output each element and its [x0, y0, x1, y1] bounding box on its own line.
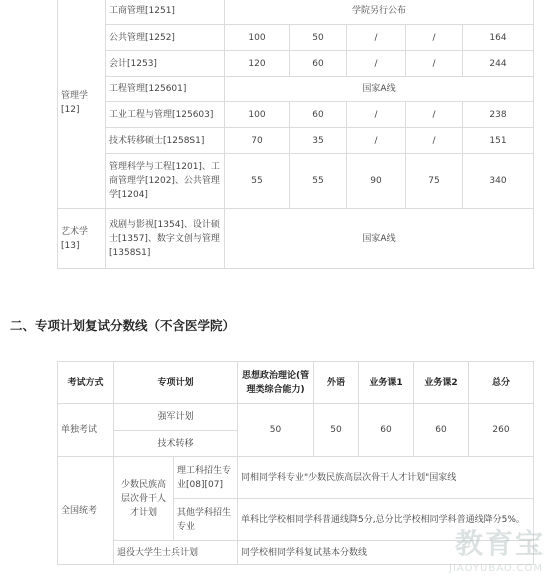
score-cell: 100: [225, 102, 290, 128]
score-cell: /: [406, 128, 463, 154]
discipline-art: 艺术学[13]: [58, 209, 106, 269]
major-name: 工商管理[1251]: [106, 0, 225, 25]
plan-tech-transfer: 技术转移: [114, 431, 238, 457]
discipline-management: 管理学[12]: [58, 0, 106, 209]
mode-single: 单独考试: [58, 404, 114, 457]
merged-note: 学院另行公布: [225, 0, 534, 25]
major-name: 工业工程与管理[125603]: [106, 102, 225, 128]
score-cell: 55: [225, 154, 290, 209]
watermark-en: JIAOYUBAO.COM: [449, 563, 543, 574]
score-cell: 120: [225, 51, 290, 77]
merged-note: 国家A线: [225, 77, 534, 102]
score-cell: 50: [290, 25, 347, 51]
major-name: 工程管理[125601]: [106, 77, 225, 102]
sci-note: 同相同学科专业"少数民族高层次骨干人才计划"国家线: [238, 457, 534, 499]
header-foreign: 外语: [314, 362, 359, 404]
score-cell: 90: [347, 154, 406, 209]
header-course1: 业务课1: [359, 362, 414, 404]
plan-minority: 少数民族高层次骨干人才计划: [114, 457, 174, 541]
major-name: 管理科学与工程[1201]、工商管理学[1202]、公共管理学[1204]: [106, 154, 225, 209]
score-cell: /: [347, 102, 406, 128]
score-cell: /: [347, 128, 406, 154]
score-cell: /: [347, 25, 406, 51]
score-cell: 35: [290, 128, 347, 154]
header-politics: 思想政治理论(管理类综合能力): [238, 362, 314, 404]
score-cell: 60: [359, 404, 414, 457]
score-cell: 50: [314, 404, 359, 457]
score-cell: /: [347, 51, 406, 77]
plan-military: 强军计划: [114, 404, 238, 431]
score-cell: 164: [463, 25, 534, 51]
plan-veteran: 退役大学生士兵计划: [114, 541, 238, 565]
major-name: 技术转移硕士[1258S1]: [106, 128, 225, 154]
score-cell: 260: [469, 404, 534, 457]
score-table-management-art: [57, 0, 534, 269]
score-cell: /: [406, 25, 463, 51]
score-cell: 340: [463, 154, 534, 209]
score-cell: /: [406, 51, 463, 77]
header-plan: 专项计划: [114, 362, 238, 404]
other-major: 其他学科招生专业: [174, 499, 238, 541]
header-total: 总分: [469, 362, 534, 404]
section-heading: 二、专项计划复试分数线（不含医学院）: [10, 318, 236, 333]
major-name: 公共管理[1252]: [106, 25, 225, 51]
score-cell: /: [406, 102, 463, 128]
watermark-logo: [433, 522, 545, 574]
score-cell: 100: [225, 25, 290, 51]
sci-major: 理工科招生专业[08][07]: [174, 457, 238, 499]
major-name: 戏剧与影视[1354]、设计硕士[1357]、数字文创与管理[1358S1]: [106, 209, 225, 269]
merged-note: 国家A线: [225, 209, 534, 269]
score-cell: 60: [290, 51, 347, 77]
score-cell: 55: [290, 154, 347, 209]
header-course2: 业务课2: [414, 362, 469, 404]
major-name: 会计[1253]: [106, 51, 225, 77]
score-cell: 70: [225, 128, 290, 154]
score-cell: 60: [290, 102, 347, 128]
score-cell: 244: [463, 51, 534, 77]
header-mode: 考试方式: [58, 362, 114, 404]
score-cell: 60: [414, 404, 469, 457]
watermark-cn: 教育宝: [454, 527, 545, 560]
score-cell: 151: [463, 128, 534, 154]
score-cell: 238: [463, 102, 534, 128]
veteran-note: 同学校相同学科复试基本分数线: [238, 541, 534, 565]
other-note: 单科比学校相同学科普通线降5分,总分比学校相同学科普通线降分5%。: [238, 499, 534, 541]
mode-unified: 全国统考: [58, 457, 114, 565]
score-cell: 75: [406, 154, 463, 209]
score-cell: 50: [238, 404, 314, 457]
